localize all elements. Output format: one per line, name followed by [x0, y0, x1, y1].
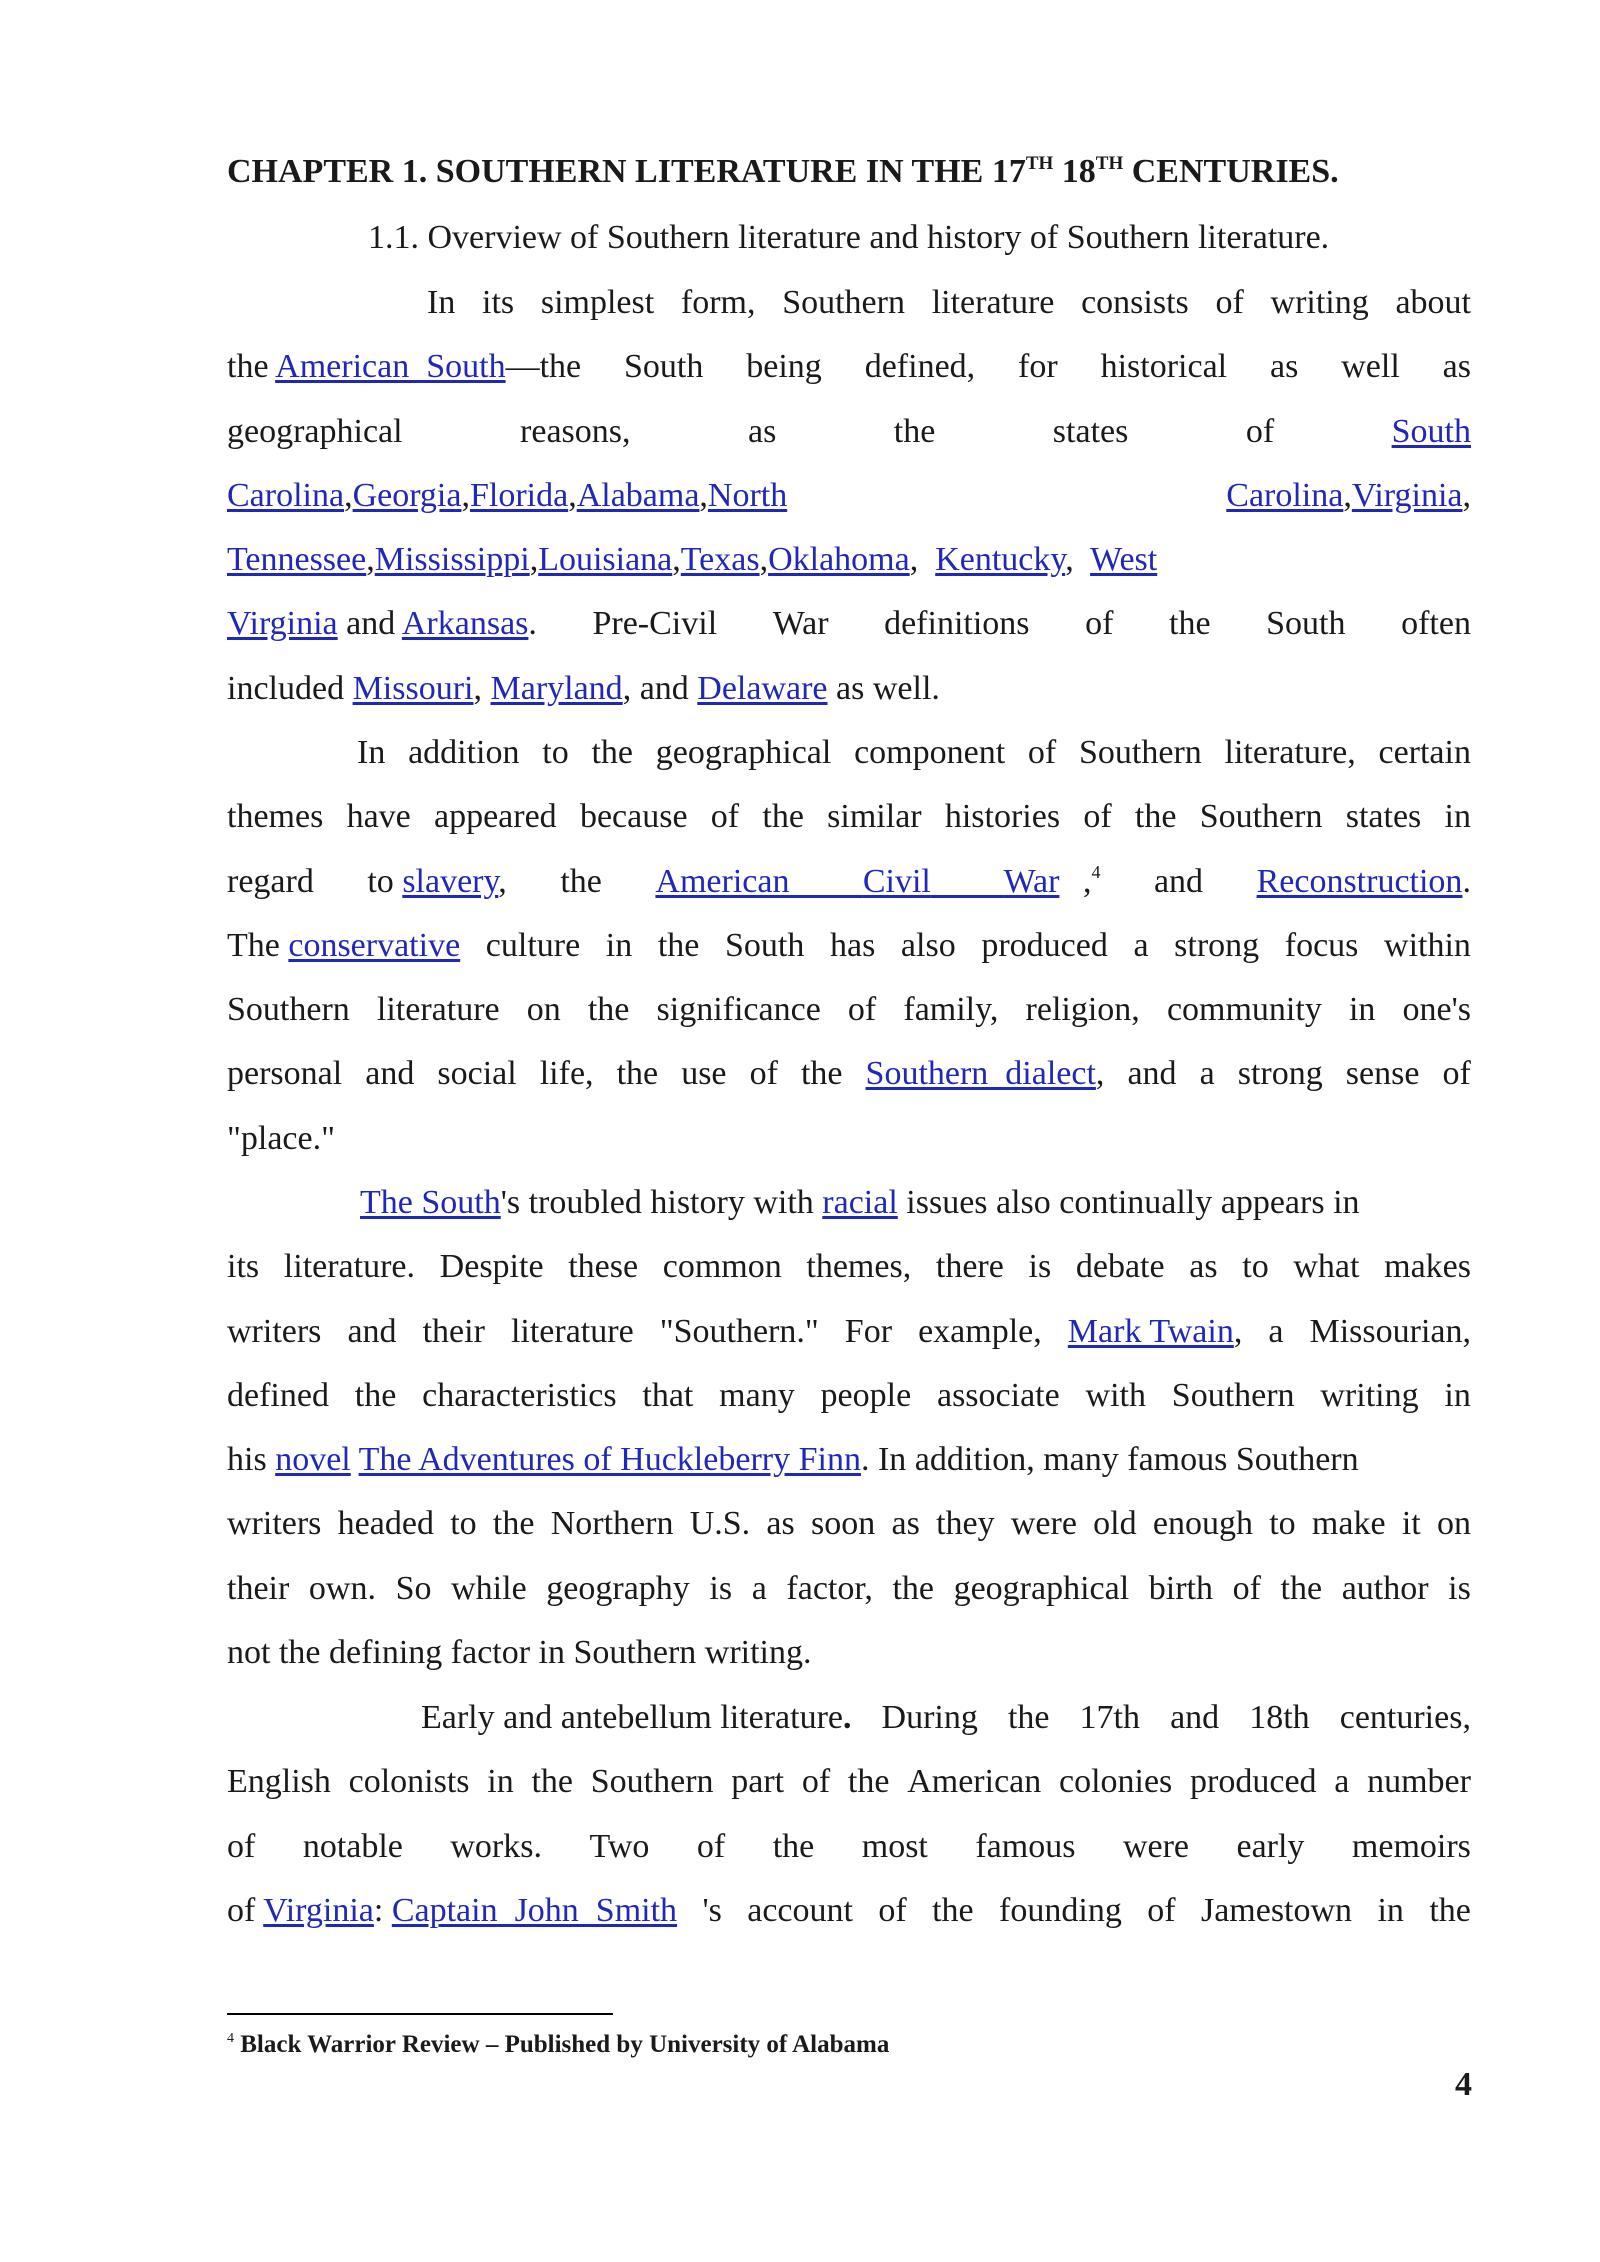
link-maryland[interactable]: Maryland [490, 670, 623, 707]
word: of [1083, 798, 1112, 835]
word: they [936, 1505, 995, 1542]
word: the [1169, 605, 1211, 642]
word: makes [1384, 1248, 1471, 1285]
word: literature [510, 1313, 634, 1350]
link-the-south[interactable]: The South [360, 1184, 501, 1221]
text-line [227, 412, 1471, 452]
word: with [1085, 1377, 1146, 1414]
word: the [932, 1892, 974, 1929]
word: a [751, 1570, 767, 1607]
word: people [820, 1377, 912, 1414]
text-line: Tennessee,Mississippi,Louisiana,Texas,Oklahoma, Kentucky, West [227, 541, 1158, 578]
word: life, [539, 1055, 594, 1092]
link-georgia[interactable]: Georgia [352, 477, 462, 514]
word: American [907, 1763, 1042, 1800]
word: writing [1270, 284, 1369, 321]
link-texas[interactable]: Texas [680, 541, 760, 578]
word: themes, [806, 1248, 912, 1285]
word: being [746, 348, 822, 385]
word: associate [936, 1377, 1060, 1414]
word: Southern [227, 991, 350, 1028]
word: the [657, 927, 700, 964]
word: the [587, 991, 630, 1028]
word: in [1444, 798, 1471, 835]
word: writers [227, 1505, 322, 1542]
word: Jamestown [1200, 1892, 1353, 1929]
word: in [605, 927, 633, 964]
word: these [568, 1248, 639, 1285]
word: the [1007, 1699, 1050, 1736]
word: characteristics [422, 1377, 617, 1414]
word: reasons, [520, 413, 631, 450]
text-line [227, 1376, 1471, 1416]
link-captain-john-smith[interactable]: Captain John Smith [391, 1892, 678, 1929]
word: most [861, 1828, 928, 1865]
word: of [1147, 1892, 1176, 1929]
word: founding [999, 1892, 1122, 1929]
word: their [227, 1570, 290, 1607]
word: one's [1402, 991, 1471, 1028]
link-virginia[interactable]: Virginia [1351, 477, 1463, 514]
text-line: Virginia and Arkansas. Pre-Civil War definitions of the South often [227, 605, 1471, 642]
footnote-marker: 4 [227, 2031, 234, 2046]
link-west-virginia[interactable]: West [1090, 541, 1158, 578]
word: social [437, 1055, 517, 1092]
word: there [935, 1248, 1004, 1285]
text-line [227, 1827, 1471, 1867]
word: works. [450, 1828, 542, 1865]
text-line: Early and antebellum literature. During the 17th and 18th centuries, [421, 1699, 1471, 1736]
link-racial[interactable]: racial [822, 1184, 898, 1221]
word: literature [931, 284, 1055, 321]
word: also [900, 927, 956, 964]
link-american-south[interactable]: American South [275, 348, 506, 385]
word: a [1133, 927, 1149, 964]
word: appeared [434, 798, 557, 835]
word: focus [1284, 927, 1359, 964]
word: of [1085, 605, 1114, 642]
word: were [1122, 1828, 1189, 1865]
word: about [1395, 284, 1471, 321]
word: U.S. [689, 1505, 751, 1542]
word: South [725, 927, 805, 964]
link-virginia[interactable]: Virginia [263, 1892, 374, 1929]
text-line [357, 733, 1471, 773]
text-line: of Virginia: Captain John Smith 's account of the founding of Jamestown in the [227, 1892, 1471, 1929]
word: form, [680, 284, 756, 321]
word: culture [485, 927, 581, 964]
text-line [227, 797, 1471, 837]
word: So [395, 1570, 432, 1607]
link-mark-twain[interactable]: Mark Twain [1067, 1313, 1234, 1350]
word: well [1341, 348, 1400, 385]
word: that [642, 1377, 694, 1414]
word: account [747, 1892, 853, 1929]
link-kentucky[interactable]: Kentucky [935, 541, 1066, 578]
word: is [1448, 1570, 1471, 1607]
link-florida[interactable]: Florida [469, 477, 569, 514]
word: Southern [782, 284, 905, 321]
word: geography [546, 1570, 690, 1607]
word: of [710, 798, 740, 835]
text-line [227, 1504, 1471, 1544]
word: a [1199, 1055, 1215, 1092]
word: of [801, 1763, 831, 1800]
link-south-carolina[interactable]: Carolina [227, 477, 345, 514]
word: on [1436, 1505, 1471, 1542]
word: Southern [1079, 734, 1202, 771]
word: the [492, 1505, 535, 1542]
word: have [346, 798, 411, 835]
word: family, [903, 991, 999, 1028]
link-alabama[interactable]: Alabama [576, 477, 700, 514]
word: their [422, 1313, 485, 1350]
text-line: Carolina,Georgia,Florida,Alabama,North Carolina,Virginia, [227, 477, 1471, 514]
word: as [766, 1505, 795, 1542]
word: strong [1237, 1055, 1323, 1092]
word: addition [408, 734, 520, 771]
word: what [1293, 1248, 1360, 1285]
word: sense [1345, 1055, 1420, 1092]
word: produced [1190, 1763, 1317, 1800]
text-line: regard to slavery, the American Civil War ,$^4$ and Reconstruction. [227, 862, 1471, 900]
link-american-civil-war[interactable]: American Civil War [655, 863, 1060, 900]
word: community [1166, 991, 1322, 1028]
word: themes [227, 798, 324, 835]
word: and [347, 1313, 397, 1350]
word: and [1127, 1055, 1177, 1092]
word: certain [1378, 734, 1471, 771]
word: and [1170, 1699, 1220, 1736]
word: South [624, 348, 704, 385]
word: is [1028, 1248, 1052, 1285]
footnote-text: Black Warrior Review – Published by University of Alabama [234, 2031, 890, 2058]
footnote-separator [227, 2013, 613, 2015]
word: 's [702, 1892, 722, 1929]
text-line: his novel The Adventures of Huckleberry Finn. In addition, many famous Southern [227, 1441, 1359, 1478]
word: consists [1081, 284, 1189, 321]
word: simplest [540, 284, 655, 321]
text-line [227, 1762, 1471, 1802]
link-north-carolina[interactable]: North [707, 477, 788, 514]
word: histories [944, 798, 1061, 835]
link-arkansas[interactable]: Arkansas [401, 605, 529, 642]
word: Despite [439, 1248, 544, 1285]
word: and [365, 1055, 415, 1092]
word: old [1093, 1505, 1137, 1542]
link-west-virginia[interactable]: Virginia [227, 605, 338, 642]
word: the [1134, 798, 1177, 835]
text-line [427, 283, 1471, 323]
word: religion, [1025, 991, 1140, 1028]
word: a [1268, 1313, 1284, 1350]
word: to [1269, 1505, 1296, 1542]
word: produced [981, 927, 1108, 964]
text-line: writers and their literature "Southern." For example, Mark Twain, a Missourian, [227, 1313, 1471, 1350]
word: Southern [1171, 1377, 1295, 1414]
word: geographical [655, 734, 832, 771]
word: on [526, 991, 561, 1028]
word: South [1266, 605, 1346, 642]
word: During [881, 1699, 978, 1736]
word: for [1018, 348, 1058, 385]
word: the [616, 1055, 659, 1092]
word: birth [1148, 1570, 1213, 1607]
word: author [1341, 1570, 1429, 1607]
word: Pre-Civil [592, 605, 718, 642]
link-conservative[interactable]: conservative [288, 927, 461, 964]
word: Two [589, 1828, 650, 1865]
word: in [487, 1763, 514, 1800]
word: literature, [1224, 734, 1356, 771]
word: its [482, 284, 515, 321]
word: literature [376, 991, 500, 1028]
word: as [1189, 1248, 1218, 1285]
word: within [1384, 927, 1471, 964]
word: of [878, 1892, 907, 1929]
link-mississippi[interactable]: Mississippi [374, 541, 530, 578]
word: defined [227, 1377, 329, 1414]
word: War [772, 605, 829, 642]
link-huckleberry-finn[interactable]: The Adventures of Huckleberry Finn [358, 1441, 861, 1478]
word: example, [918, 1313, 1042, 1350]
word: of [749, 1055, 778, 1092]
word: as [747, 413, 777, 450]
word: the [591, 734, 634, 771]
word: defined, [864, 348, 976, 385]
text-line: personal and social life, the use of the Southern dialect, and a strong sense of [227, 1055, 1471, 1092]
text-line: the American South—the South being defined, for historical as well as [227, 348, 1471, 385]
word: famous [975, 1828, 1076, 1865]
word: its [227, 1248, 260, 1285]
word: definitions [884, 605, 1030, 642]
chapter-title: CHAPTER 1. SOUTHERN LITERATURE IN THE 17TH 18TH CENTURIES. [227, 153, 1339, 190]
link-southern-dialect[interactable]: Southern dialect [865, 1055, 1096, 1092]
word: Northern [550, 1505, 674, 1542]
footnote [227, 2030, 889, 2060]
word: has [829, 927, 876, 964]
link-louisiana[interactable]: Louisiana [538, 541, 673, 578]
word: were [1010, 1505, 1077, 1542]
word: headed [337, 1505, 434, 1542]
word: of [1232, 1570, 1261, 1607]
text-line: not the defining factor in Southern writing. [227, 1634, 812, 1671]
word: the [1429, 1892, 1471, 1929]
word: of [696, 1828, 726, 1865]
link-south-carolina[interactable]: South [1391, 413, 1471, 450]
word: of [1215, 284, 1244, 321]
word: writing [1320, 1377, 1419, 1414]
text-line [227, 1569, 1471, 1609]
word: writers [227, 1313, 322, 1350]
word: the [772, 1828, 815, 1865]
section-heading: 1.1. Overview of Southern literature and history of Southern literature. [368, 219, 1330, 256]
word: states [1345, 798, 1422, 835]
word: English [227, 1763, 331, 1800]
word: common [662, 1248, 782, 1285]
word: memoirs [1351, 1828, 1471, 1865]
word: number [1367, 1763, 1471, 1800]
text-line: The South's troubled history with racial issues also continually appears in [360, 1184, 1360, 1221]
word: to [450, 1505, 477, 1542]
word: factor, [786, 1570, 873, 1607]
word: it [1401, 1505, 1421, 1542]
word: states [1052, 413, 1129, 450]
word: the [762, 798, 804, 835]
word: while [451, 1570, 527, 1607]
word: in [1377, 1892, 1404, 1929]
word: a [1334, 1763, 1350, 1800]
link-tennessee[interactable]: Tennessee [227, 541, 367, 578]
word: in [1444, 1377, 1471, 1414]
word: the [1280, 1570, 1323, 1607]
word: the [800, 1055, 843, 1092]
word: "Southern." [659, 1313, 819, 1350]
word: Southern [1199, 798, 1323, 835]
word: colonies [1058, 1763, 1173, 1800]
word: of [847, 991, 877, 1028]
text-line: The conservative culture in the South has also produced a strong focus within [227, 927, 1471, 964]
word: similar [827, 798, 922, 835]
word: For [844, 1313, 893, 1350]
link-reconstruction[interactable]: Reconstruction [1256, 863, 1463, 900]
word: Southern [590, 1763, 714, 1800]
word: In [427, 284, 456, 321]
word: early [1236, 1828, 1305, 1865]
word: historical [1100, 348, 1228, 385]
word: as [891, 1505, 920, 1542]
word: enough [1152, 1505, 1253, 1542]
word: colonists [348, 1763, 470, 1800]
word: of [1027, 734, 1057, 771]
text-line: "place." [227, 1120, 335, 1157]
word: notable [302, 1828, 403, 1865]
link-slavery[interactable]: slavery [402, 863, 499, 900]
page-number: 4 [1455, 2066, 1472, 2103]
word: because [579, 798, 688, 835]
text-line [227, 1247, 1471, 1287]
word: in [1348, 991, 1376, 1028]
link-oklahoma[interactable]: Oklahoma [768, 541, 910, 578]
word: make [1311, 1505, 1386, 1542]
text-line: included Missouri, Maryland, and Delaware as well. [227, 670, 940, 707]
word: of [227, 1828, 256, 1865]
word: to [542, 734, 569, 771]
word: as [1270, 348, 1299, 385]
link-north-carolina[interactable]: Carolina [1226, 477, 1344, 514]
word: of [1442, 1055, 1471, 1092]
word: soon [811, 1505, 876, 1542]
word: of [1245, 413, 1275, 450]
word: the [892, 1570, 934, 1607]
word: significance [656, 991, 821, 1028]
footnote-reference[interactable]: 4 [1091, 862, 1101, 882]
word: literature. [283, 1248, 415, 1285]
word: the [354, 1377, 397, 1414]
word: often [1401, 605, 1471, 642]
word: own. [308, 1570, 376, 1607]
word: as [1442, 348, 1471, 385]
word: to [1242, 1248, 1269, 1285]
word: personal [227, 1055, 343, 1092]
word: the [531, 1763, 574, 1800]
word: the [847, 1763, 890, 1800]
word: is [709, 1570, 733, 1607]
word: part [731, 1763, 785, 1800]
link-novel[interactable]: novel [275, 1441, 351, 1478]
word: component [854, 734, 1006, 771]
word: In [357, 734, 386, 771]
word: use [681, 1055, 727, 1092]
link-delaware[interactable]: Delaware [697, 670, 828, 707]
word: Missourian, [1309, 1313, 1471, 1350]
word: centuries, [1339, 1699, 1471, 1736]
word: many [719, 1377, 795, 1414]
word: strong [1174, 927, 1260, 964]
link-missouri[interactable]: Missouri [352, 670, 474, 707]
word: geographical [953, 1570, 1130, 1607]
word: debate [1075, 1248, 1165, 1285]
word: the [893, 413, 936, 450]
word: geographical [227, 413, 403, 450]
word: 18th [1249, 1699, 1310, 1736]
text-line [227, 990, 1471, 1030]
word: 17th [1079, 1699, 1140, 1736]
